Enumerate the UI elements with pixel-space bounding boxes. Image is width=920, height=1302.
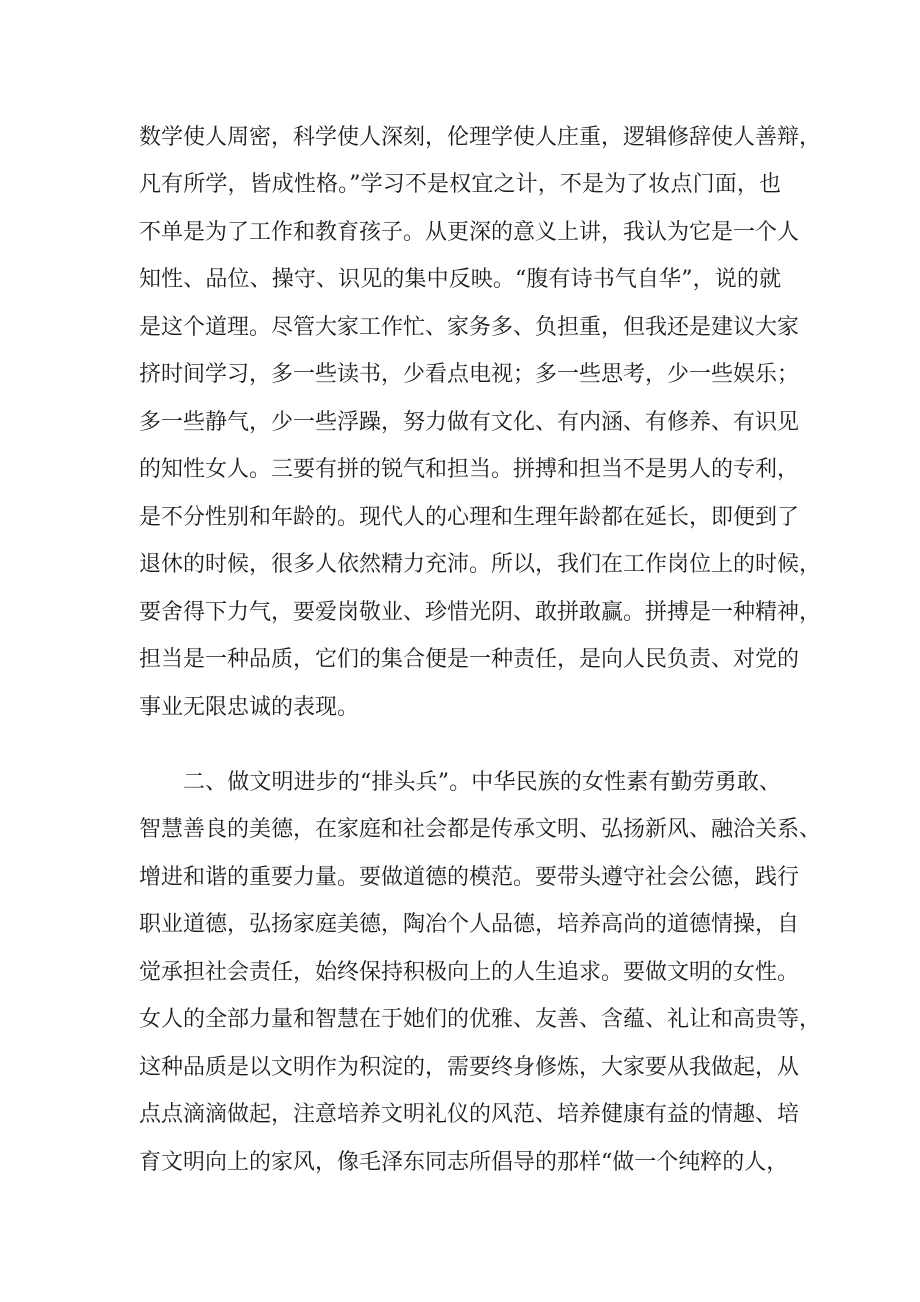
text-line: 不单是为了工作和教育孩子。从更深的意义上讲，我认为它是一个人 (139, 220, 800, 245)
text-line: 女人的全部力量和智慧在于她们的优雅、友善、含蕴、礼让和高贵等， (139, 1007, 822, 1032)
text-line: 知性、品位、操守、识见的集中反映。“腹有诗书气自华”，说的就 (139, 267, 781, 292)
text-line: 挤时间学习，多一些读书，少看点电视；多一些思考，少一些娱乐； (139, 362, 800, 387)
text-line: 增进和谐的重要力量。要做道德的模范。要带头遵守社会公德，践行 (139, 865, 800, 890)
text-line: 的知性女人。三要有拼的锐气和担当。拼搏和担当不是男人的专利， (139, 457, 800, 482)
text-line: 数学使人周密，科学使人深刻，伦理学使人庄重，逻辑修辞使人善辩， (139, 125, 822, 150)
text-line: 是这个道理。尽管大家工作忙、家务多、负担重，但我还是建议大家 (139, 315, 800, 340)
text-line: 退休的时候，很多人依然精力充沛。所以，我们在工作岗位上的时候， (139, 552, 822, 577)
text-line: 凡有所学，皆成性格。”学习不是权宜之计，不是为了妆点门面，也 (139, 172, 781, 197)
text-line: 事业无限忠诚的表现。 (139, 695, 360, 720)
section-heading-line: 二、做文明进步的“排头兵”。中华民族的女性素有勤劳勇敢、 (183, 770, 781, 795)
text-line: 智慧善良的美德，在家庭和社会都是传承文明、弘扬新风、融洽关系、 (139, 817, 822, 842)
text-line: 是不分性别和年龄的。现代人的心理和生理年龄都在延长，即便到了 (139, 505, 800, 530)
text-line: 担当是一种品质，它们的集合便是一种责任，是向人民负责、对党的 (139, 647, 800, 672)
text-line: 要舍得下力气，要爱岗敬业、珍惜光阴、敢拼敢赢。拼搏是一种精神， (139, 600, 822, 625)
text-line: 点点滴滴做起，注意培养文明礼仪的风范、培养健康有益的情趣、培 (139, 1102, 800, 1127)
text-line: 职业道德，弘扬家庭美德，陶冶个人品德，培养高尚的道德情操，自 (139, 912, 800, 937)
text-line: 这种品质是以文明作为积淀的，需要终身修炼，大家要从我做起，从 (139, 1055, 800, 1080)
text-line: 育文明向上的家风，像毛泽东同志所倡导的那样“做一个纯粹的人， (139, 1150, 789, 1175)
text-line: 多一些静气，少一些浮躁，努力做有文化、有内涵、有修养、有识见 (139, 410, 800, 435)
text-line: 觉承担社会责任，始终保持积极向上的人生追求。要做文明的女性。 (139, 960, 800, 985)
